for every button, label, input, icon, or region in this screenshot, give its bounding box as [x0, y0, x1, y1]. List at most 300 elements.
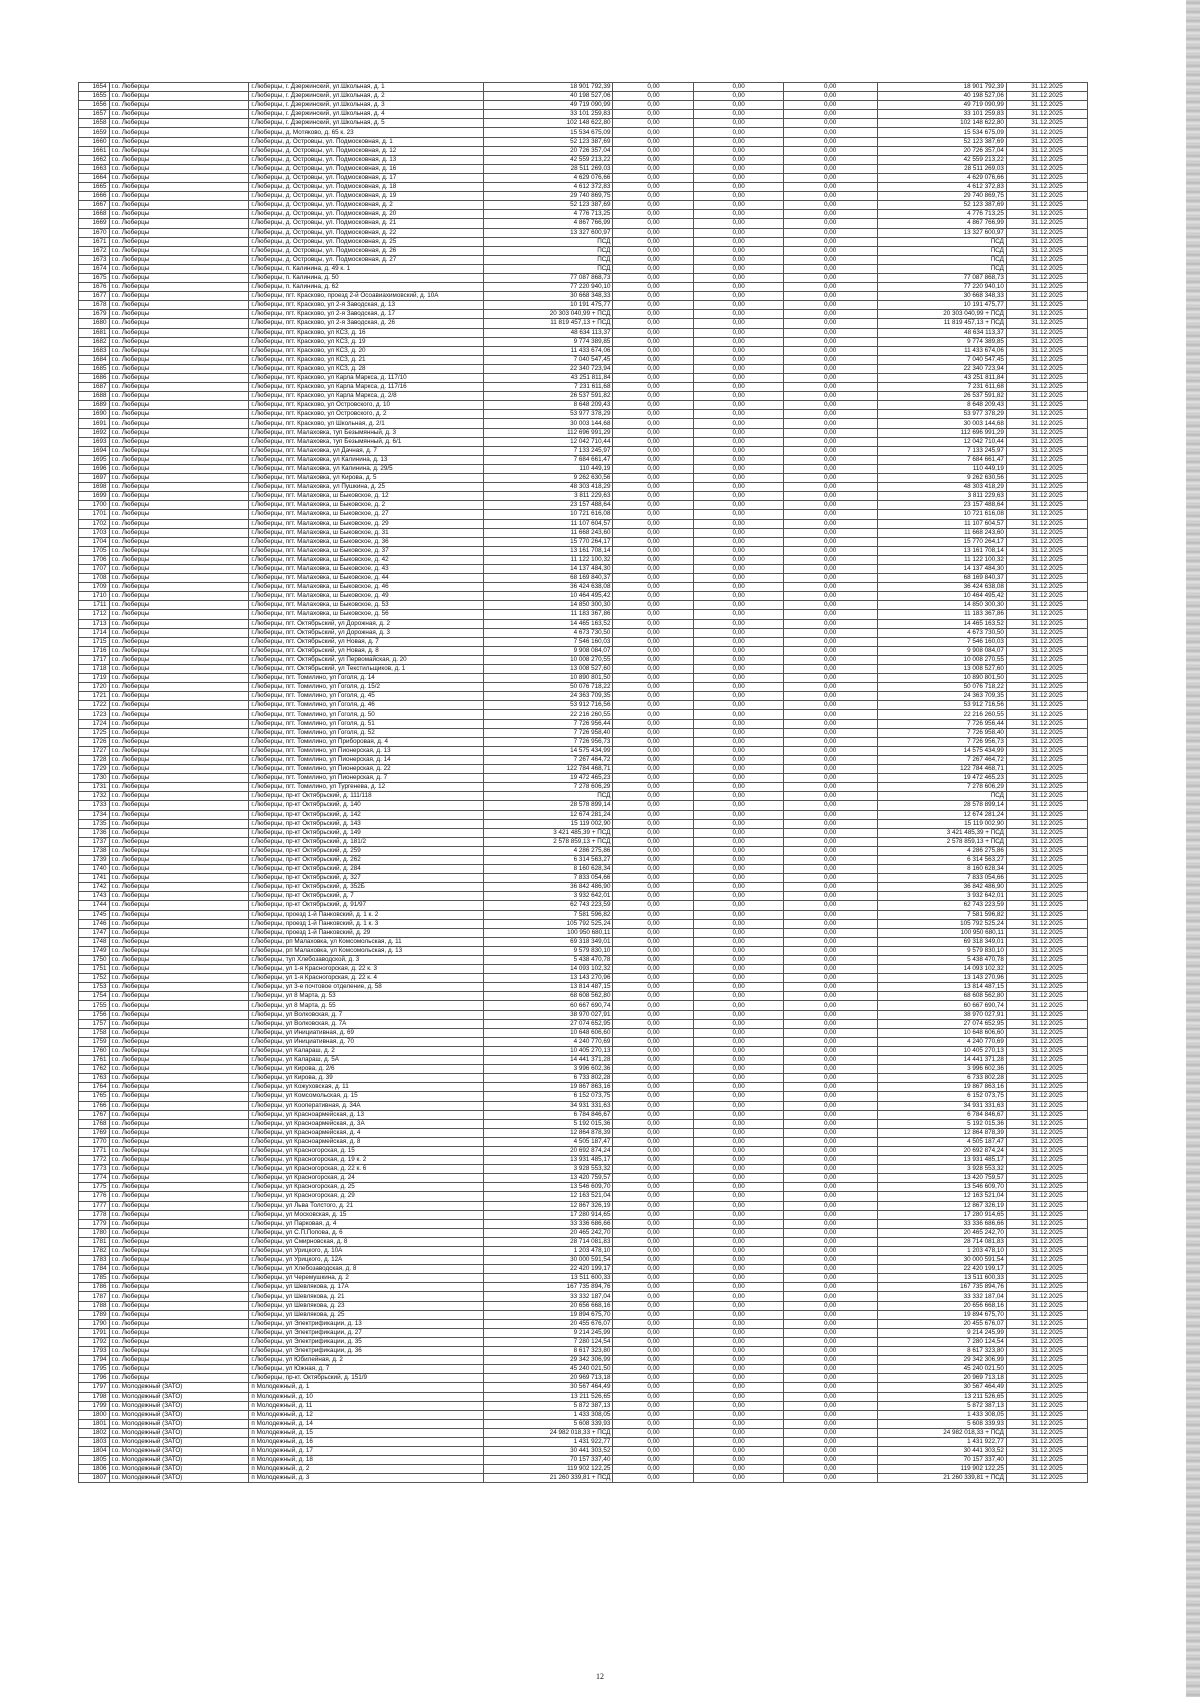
amount-cell: 53 977 378,29 [484, 410, 613, 419]
zero-cell: 0,00 [783, 428, 877, 437]
amount-cell: 52 123 387,69 [484, 137, 613, 146]
zero-cell: 0,00 [694, 746, 783, 755]
capital-repair-table [78, 82, 1088, 1483]
table-row [79, 619, 1088, 628]
zero-cell: 0,00 [783, 1301, 877, 1310]
zero-cell: 0,00 [783, 301, 877, 310]
row-number: 1767 [79, 1110, 110, 1119]
zero-cell: 0,00 [694, 1001, 783, 1010]
address-cell: г.Люберцы, пгт. Красково, ул Школьная, д. 2/1 [249, 419, 484, 428]
amount-cell: 4 673 730,50 [484, 628, 613, 637]
date-cell: 31.12.2025 [1006, 319, 1087, 328]
total-cell: 48 634 113,37 [877, 328, 1006, 337]
date-cell: 31.12.2025 [1006, 1037, 1087, 1046]
amount-cell: 18 901 792,39 [484, 83, 613, 92]
zero-cell: 0,00 [613, 328, 694, 337]
zero-cell: 0,00 [613, 1074, 694, 1083]
total-cell: ПСД [877, 237, 1006, 246]
zero-cell: 0,00 [783, 1156, 877, 1165]
total-cell: 40 198 527,06 [877, 92, 1006, 101]
zero-cell: 0,00 [783, 110, 877, 119]
zero-cell: 0,00 [694, 346, 783, 355]
zero-cell: 0,00 [783, 755, 877, 764]
zero-cell: 0,00 [694, 592, 783, 601]
municipality-cell: г.о. Люберцы [109, 1083, 249, 1092]
address-cell: г.Люберцы, г. Дзержинский, ул.Школьная, д. 4 [249, 110, 484, 119]
row-number: 1693 [79, 437, 110, 446]
table-row [79, 937, 1088, 946]
total-cell: 9 262 630,56 [877, 474, 1006, 483]
row-number: 1797 [79, 1383, 110, 1392]
municipality-cell: г.о. Люберцы [109, 983, 249, 992]
zero-cell: 0,00 [694, 510, 783, 519]
zero-cell: 0,00 [783, 1092, 877, 1101]
zero-cell: 0,00 [783, 328, 877, 337]
row-number: 1729 [79, 765, 110, 774]
address-cell: п Молодежный, д. 1 [249, 1383, 484, 1392]
total-cell: 49 719 090,99 [877, 101, 1006, 110]
date-cell: 31.12.2025 [1006, 1374, 1087, 1383]
municipality-cell: г.о. Люберцы [109, 474, 249, 483]
address-cell: г.Люберцы, пгт. Красково, проезд 2-й Осоавиахимовский, д. 10А [249, 292, 484, 301]
municipality-cell: г.о. Люберцы [109, 1228, 249, 1237]
total-cell: 4 867 766,99 [877, 219, 1006, 228]
zero-cell: 0,00 [613, 1383, 694, 1392]
municipality-cell: г.о. Люберцы [109, 501, 249, 510]
address-cell: г.Люберцы, пгт. Томилино, ул Пионерская, д. 13 [249, 746, 484, 755]
zero-cell: 0,00 [694, 492, 783, 501]
zero-cell: 0,00 [694, 646, 783, 655]
zero-cell: 0,00 [783, 765, 877, 774]
table-row [79, 601, 1088, 610]
amount-cell: 12 674 281,24 [484, 810, 613, 819]
address-cell: п Молодежный, д. 10 [249, 1392, 484, 1401]
date-cell: 31.12.2025 [1006, 137, 1087, 146]
table-row [79, 110, 1088, 119]
amount-cell: 7 684 661,47 [484, 455, 613, 464]
zero-cell: 0,00 [613, 1083, 694, 1092]
row-number: 1742 [79, 883, 110, 892]
zero-cell: 0,00 [613, 1146, 694, 1155]
table-row [79, 1046, 1088, 1055]
address-cell: г.Люберцы, ул Инициативная, д. 70 [249, 1037, 484, 1046]
municipality-cell: г.о. Люберцы [109, 237, 249, 246]
zero-cell: 0,00 [613, 201, 694, 210]
zero-cell: 0,00 [783, 137, 877, 146]
zero-cell: 0,00 [613, 555, 694, 564]
total-cell: 13 511 600,33 [877, 1274, 1006, 1283]
table-row [79, 965, 1088, 974]
address-cell: г.Люберцы, пгт. Малаховка, ш Быковское, д. 44 [249, 574, 484, 583]
zero-cell: 0,00 [783, 692, 877, 701]
table-row [79, 1074, 1088, 1083]
table-row [79, 646, 1088, 655]
zero-cell: 0,00 [783, 683, 877, 692]
row-number: 1731 [79, 783, 110, 792]
municipality-cell: г.о. Люберцы [109, 910, 249, 919]
total-cell: 4 505 187,47 [877, 1137, 1006, 1146]
zero-cell: 0,00 [783, 1292, 877, 1301]
address-cell: г.Люберцы, пр-кт Октябрьский, д. 143 [249, 819, 484, 828]
total-cell: 7 581 596,82 [877, 910, 1006, 919]
table-row [79, 210, 1088, 219]
address-cell: г.Люберцы, г. Дзержинский, ул.Школьная, д. 3 [249, 101, 484, 110]
amount-cell: 5 192 015,36 [484, 1119, 613, 1128]
address-cell: г.Люберцы, д. Островцы, ул. Подмосковная, д. 16 [249, 164, 484, 173]
amount-cell: 11 107 604,57 [484, 519, 613, 528]
date-cell: 31.12.2025 [1006, 246, 1087, 255]
total-cell: 15 119 002,90 [877, 819, 1006, 828]
date-cell: 31.12.2025 [1006, 1447, 1087, 1456]
address-cell: г.Люберцы, ул 3-е почтовое отделение, д. 58 [249, 983, 484, 992]
municipality-cell: г.о. Люберцы [109, 346, 249, 355]
total-cell: 4 612 372,83 [877, 183, 1006, 192]
zero-cell: 0,00 [694, 419, 783, 428]
date-cell: 31.12.2025 [1006, 210, 1087, 219]
amount-cell: 7 040 547,45 [484, 355, 613, 364]
zero-cell: 0,00 [694, 610, 783, 619]
row-number: 1683 [79, 346, 110, 355]
amount-cell: 12 864 878,39 [484, 1128, 613, 1137]
zero-cell: 0,00 [613, 483, 694, 492]
row-number: 1720 [79, 683, 110, 692]
row-number: 1685 [79, 364, 110, 373]
total-cell: 7 546 160,03 [877, 637, 1006, 646]
address-cell: г.Люберцы, пгт. Малаховка, ш Быковское, д. 12 [249, 492, 484, 501]
zero-cell: 0,00 [783, 919, 877, 928]
date-cell: 31.12.2025 [1006, 901, 1087, 910]
address-cell: г.Люберцы, пгт. Красково, ул Островского, д. 2 [249, 410, 484, 419]
address-cell: п Молодежный, д. 17 [249, 1447, 484, 1456]
amount-cell: 20 726 357,04 [484, 146, 613, 155]
zero-cell: 0,00 [613, 692, 694, 701]
address-cell: г.Люберцы, ул Красногорская, д. 15 [249, 1146, 484, 1155]
address-cell: г.Люберцы, д. Островцы, ул. Подмосковная, д. 17 [249, 173, 484, 182]
address-cell: г.Люберцы, ул Шевлякова, д. 23 [249, 1301, 484, 1310]
total-cell: 3 928 553,32 [877, 1165, 1006, 1174]
table-row [79, 883, 1088, 892]
date-cell: 31.12.2025 [1006, 1092, 1087, 1101]
date-cell: 31.12.2025 [1006, 1219, 1087, 1228]
date-cell: 31.12.2025 [1006, 1265, 1087, 1274]
row-number: 1783 [79, 1256, 110, 1265]
row-number: 1677 [79, 292, 110, 301]
address-cell: г.Люберцы, ул Калараш, д. 5А [249, 1056, 484, 1065]
zero-cell: 0,00 [613, 846, 694, 855]
date-cell: 31.12.2025 [1006, 410, 1087, 419]
municipality-cell: г.о. Люберцы [109, 92, 249, 101]
municipality-cell: г.о. Люберцы [109, 646, 249, 655]
zero-cell: 0,00 [783, 319, 877, 328]
total-cell: 20 969 713,18 [877, 1374, 1006, 1383]
date-cell: 31.12.2025 [1006, 510, 1087, 519]
row-number: 1713 [79, 619, 110, 628]
table-row [79, 146, 1088, 155]
zero-cell: 0,00 [613, 1056, 694, 1065]
date-cell: 31.12.2025 [1006, 655, 1087, 664]
table-row [79, 101, 1088, 110]
zero-cell: 0,00 [613, 355, 694, 364]
zero-cell: 0,00 [613, 255, 694, 264]
amount-cell: 112 696 991,29 [484, 428, 613, 437]
zero-cell: 0,00 [694, 792, 783, 801]
total-cell: 12 042 710,44 [877, 437, 1006, 446]
row-number: 1710 [79, 592, 110, 601]
municipality-cell: г.о. Люберцы [109, 1319, 249, 1328]
zero-cell: 0,00 [613, 1228, 694, 1237]
zero-cell: 0,00 [694, 483, 783, 492]
date-cell: 31.12.2025 [1006, 528, 1087, 537]
row-number: 1662 [79, 155, 110, 164]
date-cell: 31.12.2025 [1006, 855, 1087, 864]
table-row [79, 737, 1088, 746]
zero-cell: 0,00 [783, 1183, 877, 1192]
date-cell: 31.12.2025 [1006, 692, 1087, 701]
zero-cell: 0,00 [613, 792, 694, 801]
address-cell: г.Люберцы, пр-кт Октябрьский, д. 352Б [249, 883, 484, 892]
municipality-cell: г.о. Люберцы [109, 1146, 249, 1155]
row-number: 1680 [79, 319, 110, 328]
municipality-cell: г.о. Люберцы [109, 1101, 249, 1110]
zero-cell: 0,00 [783, 437, 877, 446]
zero-cell: 0,00 [613, 1128, 694, 1137]
address-cell: г.Люберцы, пр-кт Октябрьский, д. 7 [249, 892, 484, 901]
total-cell: 13 931 485,17 [877, 1156, 1006, 1165]
municipality-cell: г.о. Люберцы [109, 1137, 249, 1146]
zero-cell: 0,00 [783, 1028, 877, 1037]
date-cell: 31.12.2025 [1006, 1401, 1087, 1410]
zero-cell: 0,00 [694, 164, 783, 173]
date-cell: 31.12.2025 [1006, 983, 1087, 992]
row-number: 1750 [79, 956, 110, 965]
zero-cell: 0,00 [694, 173, 783, 182]
zero-cell: 0,00 [613, 346, 694, 355]
row-number: 1804 [79, 1447, 110, 1456]
total-cell: 20 692 874,24 [877, 1146, 1006, 1155]
total-cell: 77 087 868,73 [877, 273, 1006, 282]
row-number: 1764 [79, 1083, 110, 1092]
zero-cell: 0,00 [613, 801, 694, 810]
municipality-cell: г.о. Люберцы [109, 201, 249, 210]
zero-cell: 0,00 [613, 737, 694, 746]
zero-cell: 0,00 [694, 355, 783, 364]
amount-cell: 48 634 113,37 [484, 328, 613, 337]
row-number: 1798 [79, 1392, 110, 1401]
zero-cell: 0,00 [613, 1037, 694, 1046]
address-cell: г.Люберцы, пгт. Красково, ул 2-я Заводская, д. 26 [249, 319, 484, 328]
row-number: 1748 [79, 937, 110, 946]
zero-cell: 0,00 [783, 119, 877, 128]
zero-cell: 0,00 [783, 355, 877, 364]
total-cell: 7 726 956,73 [877, 737, 1006, 746]
row-number: 1689 [79, 401, 110, 410]
amount-cell: 15 119 002,90 [484, 819, 613, 828]
row-number: 1676 [79, 283, 110, 292]
zero-cell: 0,00 [694, 1456, 783, 1465]
table-row [79, 1101, 1088, 1110]
address-cell: г.Люберцы, пгт. Красково, ул КСЗ, д. 19 [249, 337, 484, 346]
date-cell: 31.12.2025 [1006, 173, 1087, 182]
zero-cell: 0,00 [694, 183, 783, 192]
zero-cell: 0,00 [783, 737, 877, 746]
total-cell: 30 000 591,54 [877, 1256, 1006, 1265]
total-cell: 24 363 709,35 [877, 692, 1006, 701]
municipality-cell: г.о. Люберцы [109, 519, 249, 528]
zero-cell: 0,00 [783, 601, 877, 610]
total-cell: 3 811 229,63 [877, 492, 1006, 501]
date-cell: 31.12.2025 [1006, 501, 1087, 510]
row-number: 1663 [79, 164, 110, 173]
amount-cell: 13 814 487,15 [484, 983, 613, 992]
table-row [79, 846, 1088, 855]
row-number: 1769 [79, 1128, 110, 1137]
municipality-cell: г.о. Люберцы [109, 637, 249, 646]
row-number: 1792 [79, 1337, 110, 1346]
zero-cell: 0,00 [783, 801, 877, 810]
amount-cell: 19 867 863,16 [484, 1083, 613, 1092]
zero-cell: 0,00 [694, 410, 783, 419]
zero-cell: 0,00 [694, 428, 783, 437]
municipality-cell: г.о. Люберцы [109, 1274, 249, 1283]
amount-cell: 105 792 525,24 [484, 919, 613, 928]
total-cell: 122 784 468,71 [877, 765, 1006, 774]
zero-cell: 0,00 [613, 219, 694, 228]
total-cell: 3 932 642,01 [877, 892, 1006, 901]
row-number: 1688 [79, 392, 110, 401]
row-number: 1703 [79, 528, 110, 537]
municipality-cell: г.о. Люберцы [109, 164, 249, 173]
amount-cell: 38 970 027,91 [484, 1010, 613, 1019]
amount-cell: 30 000 591,54 [484, 1256, 613, 1265]
row-number: 1762 [79, 1065, 110, 1074]
amount-cell: 8 648 209,43 [484, 401, 613, 410]
date-cell: 31.12.2025 [1006, 355, 1087, 364]
zero-cell: 0,00 [783, 1083, 877, 1092]
table-row [79, 1383, 1088, 1392]
zero-cell: 0,00 [613, 1092, 694, 1101]
row-number: 1777 [79, 1201, 110, 1210]
zero-cell: 0,00 [613, 1101, 694, 1110]
zero-cell: 0,00 [694, 301, 783, 310]
address-cell: г.Люберцы, пгт. Октябрьский, ул Дорожная, д. 3 [249, 628, 484, 637]
address-cell: г.Люберцы, пгт. Красково, ул Карла Маркса, д. 117/16 [249, 383, 484, 392]
zero-cell: 0,00 [694, 192, 783, 201]
address-cell: г.Люберцы, ул Электрификации, д. 36 [249, 1347, 484, 1356]
zero-cell: 0,00 [613, 1428, 694, 1437]
zero-cell: 0,00 [783, 419, 877, 428]
amount-cell: 14 137 484,30 [484, 564, 613, 573]
total-cell: 7 040 547,45 [877, 355, 1006, 364]
zero-cell: 0,00 [694, 946, 783, 955]
zero-cell: 0,00 [783, 346, 877, 355]
zero-cell: 0,00 [613, 1210, 694, 1219]
municipality-cell: г.о. Люберцы [109, 683, 249, 692]
zero-cell: 0,00 [783, 1165, 877, 1174]
zero-cell: 0,00 [783, 1410, 877, 1419]
table-row [79, 1247, 1088, 1256]
table-row [79, 628, 1088, 637]
date-cell: 31.12.2025 [1006, 437, 1087, 446]
zero-cell: 0,00 [783, 1419, 877, 1428]
table-row [79, 974, 1088, 983]
total-cell: 9 579 830,10 [877, 946, 1006, 955]
date-cell: 31.12.2025 [1006, 1019, 1087, 1028]
amount-cell: 5 608 339,93 [484, 1419, 613, 1428]
date-cell: 31.12.2025 [1006, 337, 1087, 346]
date-cell: 31.12.2025 [1006, 492, 1087, 501]
row-number: 1665 [79, 183, 110, 192]
date-cell: 31.12.2025 [1006, 1274, 1087, 1283]
date-cell: 31.12.2025 [1006, 1156, 1087, 1165]
table-row [79, 283, 1088, 292]
municipality-cell: г.о. Люберцы [109, 128, 249, 137]
total-cell: 4 240 770,69 [877, 1037, 1006, 1046]
address-cell: г.Люберцы, пгт. Октябрьский, ул Текстильщиков, д. 1 [249, 665, 484, 674]
amount-cell: 4 286 275,86 [484, 846, 613, 855]
date-cell: 31.12.2025 [1006, 801, 1087, 810]
total-cell: 30 567 464,49 [877, 1383, 1006, 1392]
zero-cell: 0,00 [613, 1219, 694, 1228]
zero-cell: 0,00 [694, 910, 783, 919]
total-cell: 28 511 269,03 [877, 164, 1006, 173]
zero-cell: 0,00 [613, 574, 694, 583]
amount-cell: 14 575 434,99 [484, 746, 613, 755]
total-cell: 7 726 958,40 [877, 728, 1006, 737]
date-cell: 31.12.2025 [1006, 273, 1087, 282]
amount-cell: 3 996 602,36 [484, 1065, 613, 1074]
municipality-cell: г.о. Люберцы [109, 401, 249, 410]
total-cell: 11 819 457,13 + ПСД [877, 319, 1006, 328]
amount-cell: 48 303 418,29 [484, 483, 613, 492]
total-cell: 6 152 073,75 [877, 1092, 1006, 1101]
row-number: 1775 [79, 1183, 110, 1192]
amount-cell: 13 143 270,96 [484, 974, 613, 983]
municipality-cell: г.о. Люберцы [109, 792, 249, 801]
municipality-cell: г.о. Люберцы [109, 892, 249, 901]
zero-cell: 0,00 [783, 837, 877, 846]
amount-cell: 20 656 668,16 [484, 1301, 613, 1310]
address-cell: г.Люберцы, пгт. Октябрьский, ул Дорожная, д. 2 [249, 619, 484, 628]
zero-cell: 0,00 [783, 546, 877, 555]
zero-cell: 0,00 [694, 1337, 783, 1346]
row-number: 1700 [79, 501, 110, 510]
zero-cell: 0,00 [694, 1383, 783, 1392]
table-row [79, 901, 1088, 910]
zero-cell: 0,00 [613, 837, 694, 846]
address-cell: г.Люберцы, д. Островцы, ул. Подмосковная, д. 22 [249, 228, 484, 237]
zero-cell: 0,00 [694, 1192, 783, 1201]
zero-cell: 0,00 [613, 1419, 694, 1428]
address-cell: г.Люберцы, ул Парковая, д. 4 [249, 1219, 484, 1228]
row-number: 1788 [79, 1301, 110, 1310]
date-cell: 31.12.2025 [1006, 537, 1087, 546]
table-row [79, 828, 1088, 837]
zero-cell: 0,00 [613, 273, 694, 282]
amount-cell: 102 148 622,80 [484, 119, 613, 128]
row-number: 1709 [79, 583, 110, 592]
date-cell: 31.12.2025 [1006, 1210, 1087, 1219]
municipality-cell: г.о. Люберцы [109, 719, 249, 728]
table-row [79, 201, 1088, 210]
zero-cell: 0,00 [783, 637, 877, 646]
municipality-cell: г.о. Люберцы [109, 855, 249, 864]
zero-cell: 0,00 [783, 101, 877, 110]
row-number: 1747 [79, 928, 110, 937]
address-cell: г.Люберцы, пгт. Малаховка, ш Быковское, д. 36 [249, 537, 484, 546]
municipality-cell: г.о. Люберцы [109, 119, 249, 128]
row-number: 1779 [79, 1219, 110, 1228]
address-cell: г.Люберцы, ул Шевлякова, д. 17А [249, 1283, 484, 1292]
